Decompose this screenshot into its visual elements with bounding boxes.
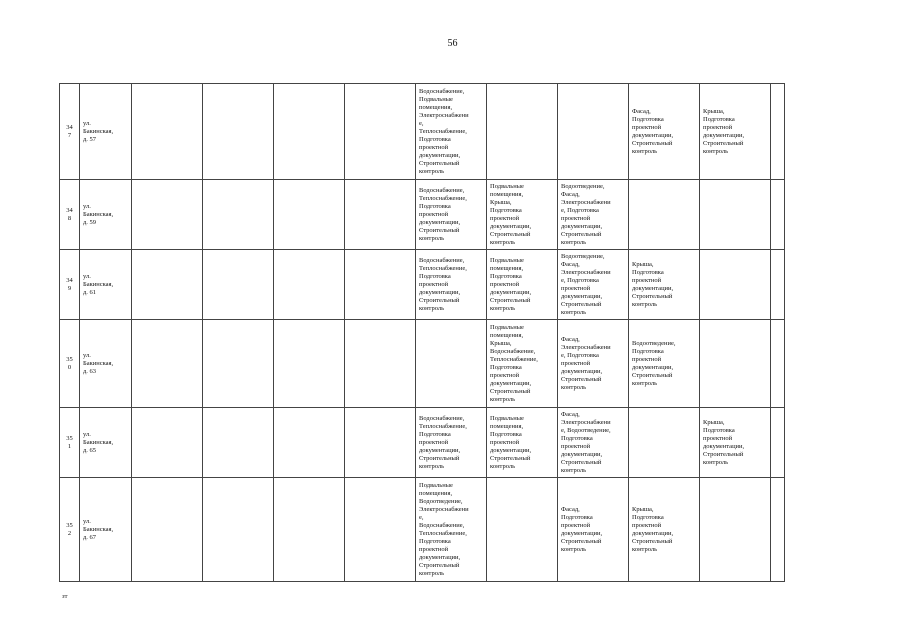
work-cell: Крыша, Подготовка проектной документации, Строительный контроль xyxy=(629,478,700,582)
work-cell xyxy=(203,84,274,180)
work-cell xyxy=(345,320,416,408)
work-cell xyxy=(274,250,345,320)
table-row xyxy=(60,320,785,408)
work-cell: Подвальные помещения, Крыша, Водоснабжение, Теплоснабжение, Подготовка проектной документации, Строительный контроль xyxy=(487,320,558,408)
work-cell: Фасад, Электроснабжени е, Подготовка проектной документации, Строительный контроль xyxy=(558,320,629,408)
work-cell xyxy=(629,180,700,250)
work-cell xyxy=(345,250,416,320)
work-cell: Водоотведение, Фасад, Электроснабжени е, Подготовка проектной документации, Строительный контроль xyxy=(558,180,629,250)
row-number: 35 0 xyxy=(60,320,80,408)
repair-plan-table xyxy=(59,83,785,582)
work-cell xyxy=(345,408,416,478)
work-cell xyxy=(771,84,785,180)
work-cell: Подвальные помещения, Крыша, Подготовка проектной документации, Строительный контроль xyxy=(487,180,558,250)
work-cell xyxy=(629,408,700,478)
work-cell xyxy=(771,180,785,250)
work-cell xyxy=(771,250,785,320)
work-cell: Подвальные помещения, Подготовка проектной документации, Строительный контроль xyxy=(487,250,558,320)
address-cell: ул. Бакинская, д. 63 xyxy=(80,320,132,408)
work-cell: Водоотведение, Фасад, Электроснабжени е, Подготовка проектной документации, Строительный контроль xyxy=(558,250,629,320)
address-cell: ул. Бакинская, д. 67 xyxy=(80,478,132,582)
work-cell: Крыша, Подготовка проектной документации, Строительный контроль xyxy=(700,408,771,478)
work-cell: Фасад, Подготовка проектной документации, Строительный контроль xyxy=(558,478,629,582)
row-number: 34 7 xyxy=(60,84,80,180)
table-row xyxy=(60,478,785,582)
work-cell xyxy=(274,84,345,180)
work-cell: Водоснабжение, Подвальные помещения, Электроснабжени е, Теплоснабжение, Подготовка проектной документации, Строительный контроль xyxy=(416,84,487,180)
work-cell xyxy=(274,408,345,478)
address-cell: ул. Бакинская, д. 61 xyxy=(80,250,132,320)
work-cell: Водоотведение, Подготовка проектной документации, Строительный контроль xyxy=(629,320,700,408)
work-cell xyxy=(771,408,785,478)
work-cell xyxy=(700,320,771,408)
work-cell xyxy=(203,478,274,582)
work-cell xyxy=(700,250,771,320)
work-cell xyxy=(274,320,345,408)
work-cell xyxy=(345,478,416,582)
work-cell xyxy=(203,320,274,408)
table-row xyxy=(60,408,785,478)
table-row xyxy=(60,84,785,180)
row-number: 34 8 xyxy=(60,180,80,250)
work-cell: Крыша, Подготовка проектной документации, Строительный контроль xyxy=(629,250,700,320)
work-cell xyxy=(132,180,203,250)
work-cell xyxy=(487,84,558,180)
address-cell: ул. Бакинская, д. 59 xyxy=(80,180,132,250)
work-cell xyxy=(274,478,345,582)
work-cell xyxy=(345,84,416,180)
work-cell xyxy=(203,250,274,320)
work-cell xyxy=(132,84,203,180)
work-cell xyxy=(771,320,785,408)
row-number: 35 2 xyxy=(60,478,80,582)
work-cell: Водоснабжение, Теплоснабжение, Подготовка проектной документации, Строительный контроль xyxy=(416,180,487,250)
work-cell xyxy=(416,320,487,408)
work-cell: Фасад, Подготовка проектной документации, Строительный контроль xyxy=(629,84,700,180)
work-cell xyxy=(132,320,203,408)
page-number: 56 xyxy=(447,38,458,49)
work-cell xyxy=(132,250,203,320)
work-cell: Водоснабжение, Теплоснабжение, Подготовка проектной документации, Строительный контроль xyxy=(416,250,487,320)
work-cell xyxy=(203,180,274,250)
work-cell xyxy=(558,84,629,180)
work-cell: Водоснабжение, Теплоснабжение, Подготовка проектной документации, Строительный контроль xyxy=(416,408,487,478)
footer-mark: зт xyxy=(62,593,68,600)
table-row xyxy=(60,250,785,320)
work-cell xyxy=(132,408,203,478)
work-cell xyxy=(771,478,785,582)
row-number: 35 1 xyxy=(60,408,80,478)
work-cell xyxy=(700,180,771,250)
work-cell xyxy=(700,478,771,582)
work-cell: Подвальные помещения, Подготовка проектной документации, Строительный контроль xyxy=(487,408,558,478)
work-cell: Подвальные помещения, Водоотведение, Электроснабжени е, Водоснабжение, Теплоснабжение, Подготовка проектной документации, Строительный контроль xyxy=(416,478,487,582)
work-cell xyxy=(132,478,203,582)
address-cell: ул. Бакинская, д. 57 xyxy=(80,84,132,180)
work-cell: Крыша, Подготовка проектной документации, Строительный контроль xyxy=(700,84,771,180)
row-number: 34 9 xyxy=(60,250,80,320)
work-cell xyxy=(203,408,274,478)
address-cell: ул. Бакинская, д. 65 xyxy=(80,408,132,478)
work-cell: Фасад, Электроснабжени е, Водоотведение, Подготовка проектной документации, Строительный контроль xyxy=(558,408,629,478)
table-row xyxy=(60,180,785,250)
work-cell xyxy=(274,180,345,250)
work-cell xyxy=(487,478,558,582)
work-cell xyxy=(345,180,416,250)
